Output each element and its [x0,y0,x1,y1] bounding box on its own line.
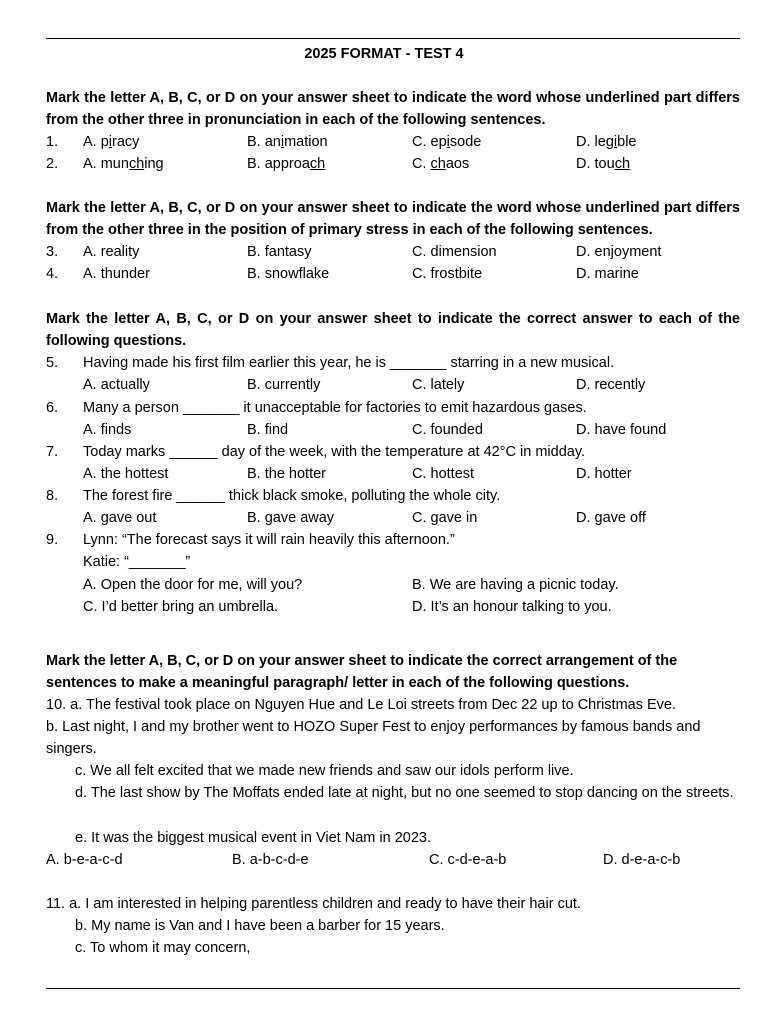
q11-sentence-b: b. My name is Van and I have been a barber for 15 years. [75,918,445,934]
instruction-questions: Mark the letter A, B, C, or D on your answer sheet to indicate the correct answer to each of the following questions. [46,311,740,349]
question-number: 4. [46,266,59,282]
option-b[interactable]: B. We are having a picnic today. [412,577,619,593]
option-a[interactable]: A. munching [83,156,164,172]
option-d[interactable]: D. have found [576,422,667,438]
option-c[interactable]: C. founded [412,422,483,438]
option-c[interactable]: C. hottest [412,466,475,482]
question-7-options [46,463,740,485]
question-stem: Lynn: “The forecast says it will rain heavily this afternoon.” [83,532,455,548]
option-b[interactable]: B. the hotter [247,466,326,482]
question-stem: Today marks ______ day of the week, with the temperature at 42°C in midday. [83,444,586,460]
question-6-options [46,419,740,441]
option-b[interactable]: B. currently [247,377,321,393]
option-c[interactable]: C. gave in [412,510,478,526]
question-number: 3. [46,244,59,260]
option-b[interactable]: B. animation [247,134,328,150]
option-d[interactable]: D. legible [576,134,637,150]
question-8-stem [46,485,740,507]
q10-sentence-b: b. Last night, I and my brother went to HOZO Super Fest to enjoy performances by famous bands and singers. [46,719,701,757]
option-b[interactable]: B. approach [247,156,326,172]
question-2 [46,153,740,175]
option-d[interactable]: D. recently [576,377,646,393]
question-stem: Many a person _______ it unacceptable for factories to emit hazardous gases. [83,400,587,416]
top-rule [46,38,740,39]
q11-sentence-c: c. To whom it may concern, [75,940,251,956]
option-a[interactable]: A. finds [83,422,132,438]
question-number: 2. [46,156,59,172]
question-9-options-cd [46,596,740,618]
question-stem: Having made his first film earlier this year, he is _______ starring in a new musical. [83,355,615,371]
instruction-arrangement-line-2: sentences to make a meaningful paragraph/ letter in each of the following questions. [46,675,630,691]
option-b[interactable]: B. snowflake [247,266,330,282]
option-d[interactable]: D. enjoyment [576,244,662,260]
option-b[interactable]: B. a-b-c-d-e [232,852,309,868]
option-d[interactable]: D. touch [576,156,631,172]
bottom-rule [46,988,740,989]
option-c[interactable]: C. episode [412,134,482,150]
question-5-stem [46,352,740,374]
instruction-arrangement-line-1: Mark the letter A, B, C, or D on your answer sheet to indicate the correct arrangement of the [46,653,678,669]
option-a[interactable]: A. thunder [83,266,150,282]
q10-sentence-c: c. We all felt excited that we made new friends and saw our idols perform live. [75,763,574,779]
question-5-options [46,374,740,396]
option-a[interactable]: A. b-e-a-c-d [46,852,123,868]
q10-sentence-a: 10. a. The festival took place on Nguyen Hue and Le Loi streets from Dec 22 up to Christmas Eve. [46,697,677,713]
question-number: 1. [46,134,59,150]
option-c[interactable]: C. c-d-e-a-b [429,852,507,868]
question-number: 5. [46,355,59,371]
option-a[interactable]: A. gave out [83,510,157,526]
option-b[interactable]: B. gave away [247,510,335,526]
option-a[interactable]: A. actually [83,377,150,393]
question-number: 7. [46,444,59,460]
question-9-stem-2 [46,551,740,573]
option-d[interactable]: D. marine [576,266,639,282]
option-c[interactable]: C. lately [412,377,465,393]
option-c[interactable]: C. frostbite [412,266,483,282]
question-8-options [46,507,740,529]
question-number: 9. [46,532,59,548]
page-title: 2025 FORMAT - TEST 4 [304,46,464,62]
option-a[interactable]: A. the hottest [83,466,169,482]
question-number: 8. [46,488,59,504]
question-3 [46,241,740,263]
option-a[interactable]: A. reality [83,244,140,260]
option-d[interactable]: D. hotter [576,466,632,482]
question-6-stem [46,397,740,419]
question-stem-reply: Katie: “_______” [83,554,191,570]
option-d[interactable]: D. gave off [576,510,646,526]
option-a[interactable]: A. piracy [83,134,140,150]
option-d[interactable]: D. d-e-a-c-b [603,852,681,868]
option-b[interactable]: B. find [247,422,289,438]
option-c[interactable]: C. dimension [412,244,497,260]
question-9-options-ab [46,574,740,596]
question-4 [46,263,740,285]
question-7-stem [46,441,740,463]
option-c[interactable]: C. I’d better bring an umbrella. [83,599,279,615]
question-number: 6. [46,400,59,416]
question-10-options [46,849,740,871]
option-b[interactable]: B. fantasy [247,244,312,260]
instruction-pronunciation: Mark the letter A, B, C, or D on your answer sheet to indicate the word whose underlined part differs from the other three in pronunciation in each of the following sentences. [46,90,740,128]
q10-sentence-e: e. It was the biggest musical event in Viet Nam in 2023. [75,830,431,846]
question-9-stem [46,529,740,551]
option-c[interactable]: C. chaos [412,156,470,172]
instruction-stress: Mark the letter A, B, C, or D on your answer sheet to indicate the word whose underlined part differs from the other three in the position of primary stress in each of the following sentences. [46,200,740,238]
question-1 [46,131,740,153]
question-stem: The forest fire ______ thick black smoke, polluting the whole city. [83,488,501,504]
option-d[interactable]: D. It’s an honour talking to you. [412,599,612,615]
q11-sentence-a: 11. a. I am interested in helping parentless children and ready to have their hair cut. [46,896,581,912]
q10-sentence-d: d. The last show by The Moffats ended late at night, but no one seemed to stop dancing on the streets. [75,785,734,801]
option-a[interactable]: A. Open the door for me, will you? [83,577,303,593]
